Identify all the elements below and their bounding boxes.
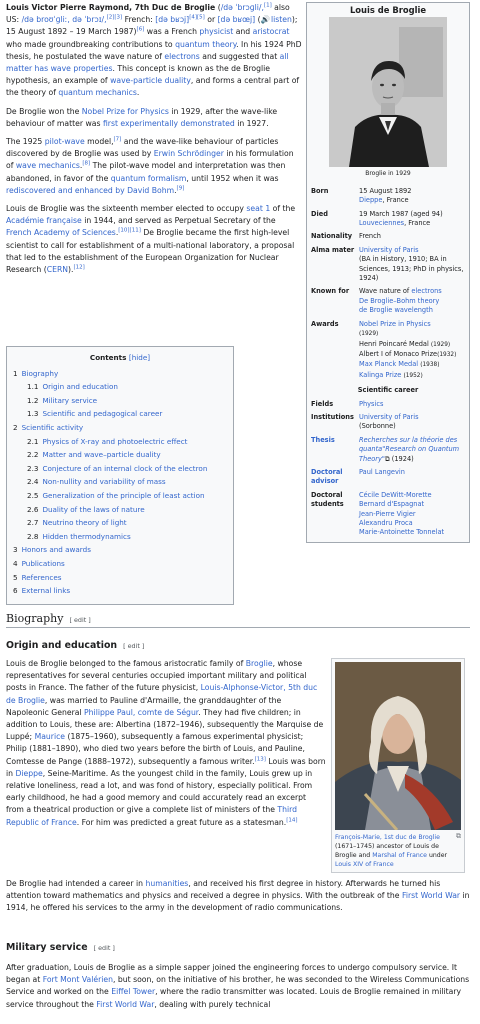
toc-item[interactable] [13, 407, 227, 421]
infobox-row-fields [307, 398, 469, 411]
lead-paragraph-3: The 1925 pilot-wave model,[7] and the wave-like behaviour of particles discovered by de Broglie was used by Erwin Schrödinger in his formulation of wave mechanics.[8] The pilot-wave model and interpretation was then abandoned, in favor of the quantum formalism, until 1952 when it was rediscovered and enhanced by David Bohm.[9] [6, 136, 294, 195]
ancestor-caption [335, 830, 461, 869]
toc-item-number: 1.3 [27, 409, 39, 419]
ref-link[interactable]: [10][11] [118, 227, 141, 234]
link-physicist[interactable]: physicist [199, 27, 234, 37]
link-kalinga-prize[interactable]: Kalinga Prize [359, 370, 402, 379]
origin-section-text-2 [6, 878, 472, 920]
or-label: or [207, 15, 216, 25]
ref-link[interactable]: [4][5] [189, 14, 205, 21]
text: . They had five children; in addition to Louis, these are: Albertina (1872–1946), subsequently the Marquise de Luppé; [6, 707, 324, 742]
heading-text: Military service [6, 942, 88, 953]
link-louveciennes[interactable]: Louveciennes [359, 219, 405, 228]
text: was a French [146, 27, 197, 37]
edit-link[interactable]: [ edit ] [69, 616, 91, 624]
link-physics[interactable]: Physics [359, 399, 384, 408]
toc-item[interactable] [13, 435, 227, 449]
award-year: (1938) [420, 362, 440, 369]
heading-text: Origin and education [6, 640, 118, 651]
ipa-us[interactable]: /də broʊˈɡliː, də ˈbrɔɪ/, [21, 15, 107, 25]
infobox-row-advisor [307, 466, 469, 489]
origin-section-text [6, 658, 326, 834]
lead-paragraph-2 [6, 106, 302, 130]
nationality-value: French [359, 232, 381, 241]
text: in his formulation of [6, 149, 294, 171]
external-link-icon: ⧉ [384, 454, 390, 463]
link-aristocrat[interactable]: aristocrat [252, 27, 290, 37]
infobox-row-known-for [307, 285, 469, 317]
link-de-broglie-bohm[interactable]: De Broglie–Bohm theory [359, 296, 440, 305]
text: After graduation, Louis de Broglie as a simple sapper joined the engineering forces to undergo compulsory service. It began at [6, 963, 457, 985]
text: of the [272, 204, 296, 214]
text: , whose representatives for several centuries occupied important military and political posts in France. The father of the future physicist, [6, 659, 307, 693]
subsection-heading-origin [6, 640, 144, 651]
toc-item[interactable] [13, 367, 227, 381]
link-philippe-paul[interactable]: Philippe Paul, comte de Ségur [84, 707, 199, 717]
link-paul-langevin[interactable]: Paul Langevin [359, 467, 405, 476]
text: model, [87, 137, 114, 147]
link-nobel-prize[interactable]: Nobel Prize for Physics [81, 106, 169, 116]
nationality-label: Nationality [311, 232, 353, 241]
subsection-heading-military [6, 942, 115, 953]
doctoral-advisor-label[interactable]: Doctoral advisor [311, 467, 343, 486]
infobox-row-awards [307, 318, 469, 383]
heading-text: Biography [6, 612, 64, 625]
known-for-label: Known for [311, 287, 350, 296]
text: , but soon, on the initiative of his brother, he was seconded to the Wireless Communications Service and worked on the [6, 975, 470, 997]
toc-item[interactable] [13, 394, 227, 408]
ref-link[interactable]: [1] [263, 2, 272, 9]
toc-item-label[interactable]: Military service [42, 395, 98, 405]
text: and suggested that [202, 51, 278, 61]
toc-item[interactable] [13, 462, 227, 476]
toc-title [13, 351, 227, 365]
toc-item[interactable] [13, 530, 227, 544]
toc-item-label[interactable]: Honors and awards [21, 545, 91, 555]
portrait-caption: Broglie in 1929 [365, 170, 411, 178]
text: , until 1952 when it was [186, 173, 279, 183]
ipa-french[interactable]: [də bʁɔj] [155, 15, 190, 25]
link-broglie-family[interactable]: Broglie [245, 659, 273, 668]
toc-item-label[interactable]: Neutrino theory of light [42, 518, 127, 528]
text: in 1929, after the wave-like behaviour of matter was [6, 106, 278, 128]
link-wave-mechanics[interactable]: wave mechanics [15, 161, 80, 171]
toc-hide-toggle[interactable]: [hide] [128, 353, 151, 362]
text: , Seine-Maritime. As the youngest child in the family, Louis grew up in relative loneliness, read a lot, and was fond of history, especially political. From early childhood, he had a good memory and could accurately read an excerpt from a theatrical production or give a complete list of ministers of the [6, 768, 313, 815]
toc-item-number: 1.1 [27, 382, 39, 392]
fields-label: Fields [311, 399, 334, 408]
text: De Broglie had intended a career in [6, 879, 144, 888]
link-thesis[interactable]: Recherches sur la théorie des quanta"Research on Quantum Theory" [359, 435, 460, 463]
link-seat-1[interactable]: seat 1 [246, 204, 271, 214]
link-nobel-prize[interactable]: Nobel Prize in Physics [359, 319, 431, 328]
text: , where the radio transmitter was located. Louis de Broglie remained in military service throughout the [6, 987, 462, 1009]
lead-paragraph-4: Louis de Broglie was the sixteenth member elected to occupy seat 1 of the Académie française in 1944, and served as Perpetual Secretary of the French Academy of Sciences.[10][11] De Broglie became the first high-level scientist to call for establishment of a multi-national laboratory, a proposal that led to the establishment of the European Organization for Nuclear Research (CERN).[12] [6, 204, 296, 275]
award-year: (1929) [430, 341, 451, 348]
link-academie-francaise[interactable]: Académie française [6, 216, 82, 226]
toc-item[interactable] [13, 503, 227, 517]
toc-item[interactable] [13, 571, 227, 585]
link-matter-wave[interactable]: all matter has wave properties [6, 51, 289, 74]
toc-item-label[interactable]: References [21, 572, 62, 582]
toc-item[interactable] [13, 584, 227, 598]
known-text: Wave nature of [359, 287, 410, 296]
born-date: 15 August 1892 [359, 186, 412, 195]
link-louis-xiv[interactable]: Louis XIV of France [335, 861, 394, 868]
toc-item[interactable] [13, 557, 227, 571]
student-link[interactable]: Cécile DeWitt-Morette [359, 490, 432, 499]
toc-item-label[interactable]: Hidden thermodynamics [42, 531, 131, 541]
infobox [306, 2, 470, 543]
ancestor-thumbnail [331, 658, 465, 873]
edit-link[interactable]: [ edit ] [123, 642, 145, 650]
alma-detail: (BA in History, 1910; BA in Sciences, 1913; PhD in physics, 1924) [359, 255, 464, 283]
ref-link[interactable]: [9] [176, 185, 185, 192]
alma-mater-label: Alma mater [311, 245, 355, 254]
subject-name: Louis Victor Pierre Raymond, 7th Duc de Broglie [6, 3, 216, 12]
enlarge-icon[interactable]: ⧉ [456, 832, 461, 840]
text: in 1927. [237, 118, 269, 128]
ancestor-portrait[interactable] [335, 662, 461, 830]
link-max-planck-medal[interactable]: Max Planck Medal [359, 360, 419, 369]
link-electrons[interactable]: electrons [411, 287, 442, 296]
toc-item-number: 2.6 [27, 504, 39, 514]
infobox-row-institutions [307, 411, 469, 434]
toc-item-label[interactable]: Scientific activity [21, 422, 84, 432]
toc-item-label[interactable]: External links [21, 586, 71, 596]
text: De Broglie won the [6, 106, 80, 116]
table-of-contents [6, 346, 234, 605]
origin-paragraph-2 [6, 878, 472, 915]
died-date: 19 March 1987 (aged 94) [359, 209, 443, 218]
text: De Broglie became the first high-level scientist to call for establishment of a multi-national laboratory, a proposal that led to the establishment of the European Organization for Nuclear Research ( [6, 228, 295, 275]
text: . [136, 88, 140, 98]
infobox-row-died [307, 208, 469, 231]
scientific-career-header: Scientific career [357, 386, 419, 395]
text: in 1914, he offered his services to the army in the development of radio communications. [6, 891, 470, 913]
link-maurice[interactable]: Maurice [34, 732, 66, 742]
link-first-world-war[interactable]: First World War [96, 999, 155, 1009]
award-year: (1932) [437, 351, 457, 358]
text: (1875–1960), subsequently a famous experimental physicist; Philip (1881–1890), who died two years before the birth of Louis, and Pauline, Comtesse de Pange (1888–1972), subsequently a famous writer. [6, 732, 305, 766]
ipa-french-alt[interactable]: [də bʁœj] [217, 15, 256, 25]
listen-link[interactable]: listen [270, 15, 292, 25]
toc-title-text: Contents [89, 353, 127, 362]
infobox-row-born [307, 185, 469, 208]
died-label: Died [311, 209, 328, 218]
link-academy-sciences[interactable]: French Academy of Sciences [6, 228, 116, 238]
toc-item[interactable] [13, 448, 227, 462]
section-heading-biography [6, 612, 470, 628]
thesis-year: (1924) [391, 454, 414, 463]
toc-item[interactable] [13, 489, 227, 503]
link-quantum-formalism[interactable]: quantum formalism [110, 173, 187, 183]
link-first-world-war[interactable]: First World War [402, 891, 461, 901]
link-pilot-wave[interactable]: pilot-wave [44, 137, 85, 147]
lead-paragraph-1: Louis Victor Pierre Raymond, 7th Duc de Broglie (/də ˈbrɔɡli/,[1] also US: /də broʊˈɡliː, də ˈbrɔɪ/,[2][3] French: [də bʁɔj][4][5] or [də bʁœj] (🔊 listen); 15 August 1892 – 19 March 1987)[6] was a French physicist and aristocrat who made groundbreaking contributions to quantum theory. In his 1924 PhD thesis, he postulated the wave nature of electrons and suggested that all matter has wave properties. This concept is known as the de Broglie hypothesis, an example of wave-particle duality, and forms a central part of the theory of quantum mechanics. [6, 2, 302, 98]
link-francois-marie[interactable]: François-Marie, 1st duc de Broglie [335, 834, 440, 841]
text: . In his 1924 PhD thesis, he postulated the wave nature of [6, 39, 302, 61]
student-link[interactable]: Jean-Pierre Vigier [359, 509, 416, 518]
award-year: (1952) [403, 372, 423, 379]
toc-item-number: 2.5 [27, 490, 39, 500]
toc-item-number: 4 [13, 558, 18, 568]
thesis-label[interactable]: Thesis [311, 435, 335, 444]
institution-detail: (Sorbonne) [359, 422, 396, 431]
text: ). [68, 265, 74, 275]
text: Louis de Broglie belonged to the famous aristocratic family of [6, 659, 244, 668]
life-dates: ; 15 August 1892 – 19 March 1987) [6, 15, 298, 37]
toc-item-label[interactable]: Origin and education [42, 382, 118, 392]
text: Louis was born in [6, 756, 326, 778]
ref-link[interactable]: [13] [254, 756, 266, 763]
ref-link[interactable]: [12] [73, 264, 85, 271]
ref-link[interactable]: [7] [113, 136, 122, 143]
born-label: Born [311, 186, 329, 195]
text: , and received his first degree in history. Afterwards he turned his attention toward mathematics and physics and received a degree in physics. With the outbreak of the [6, 879, 441, 901]
toc-item-label[interactable]: Biography [21, 368, 59, 378]
toc-item-number: 1 [13, 368, 18, 378]
toc-item-number: 3 [13, 545, 18, 555]
toc-item-number: 2.3 [27, 463, 39, 473]
link-schrodinger[interactable]: Erwin Schrödinger [153, 149, 224, 159]
ref-link[interactable]: [8] [82, 160, 91, 167]
infobox-row-students [307, 489, 469, 542]
institutions-label: Institutions [311, 412, 354, 421]
infobox-title: Louis de Broglie [349, 5, 427, 15]
toc-item[interactable] [13, 380, 227, 394]
text: . This concept is known as the de Broglie hypothesis, an example of [6, 64, 271, 86]
ref-link[interactable]: [14] [286, 817, 298, 824]
student-link[interactable]: Alexandru Proca [359, 519, 413, 527]
text: and the wave-like behaviour of particles discovered by de Broglie was used by [6, 137, 279, 159]
link-cern[interactable]: CERN [46, 265, 69, 275]
award-name: Henri Poincaré Medal [359, 339, 429, 348]
student-link[interactable]: Marie-Antoinette Tonnelat [359, 528, 445, 537]
lead-section [6, 2, 302, 282]
toc-item-label[interactable]: Non-nullity and variability of mass [42, 477, 166, 487]
toc-item-number: 6 [13, 586, 18, 596]
link-de-broglie-wavelength[interactable]: de Broglie wavelength [359, 306, 433, 315]
doctoral-students-label: Doctoral students [311, 490, 344, 509]
link-louis-alphonse[interactable]: Louis-Alphonse-Victor, 5th duc de Broglie [6, 683, 318, 705]
text: , was married to Pauline d'Armaille, the granddaughter of the Napoleonic General [6, 695, 282, 717]
toc-list [13, 367, 227, 598]
infobox-row-thesis [307, 434, 469, 466]
speaker-icon[interactable]: 🔊 [260, 15, 271, 25]
link-university-paris[interactable]: University of Paris [359, 245, 419, 254]
toc-item-label[interactable]: Publications [21, 558, 65, 568]
link-quantum-theory[interactable]: quantum theory [175, 39, 237, 49]
toc-item-number: 1.2 [27, 395, 39, 405]
ref-link[interactable]: [2][3] [106, 14, 123, 21]
toc-item[interactable] [13, 421, 227, 435]
born-country: , France [382, 196, 409, 205]
ref-link[interactable]: [6] [136, 26, 145, 33]
text: who made groundbreaking contributions to [6, 39, 173, 49]
link-davisson-germer[interactable]: first experimentally demonstrated [102, 118, 235, 128]
infobox-row-nationality [307, 230, 469, 243]
portrait-photo[interactable] [329, 17, 447, 167]
link-third-republic[interactable]: Third Republic of France [6, 805, 298, 827]
link-humanities[interactable]: humanities [145, 879, 189, 888]
link-university-paris[interactable]: University of Paris [359, 412, 419, 421]
award-year: (1929) [359, 331, 379, 338]
awards-label: Awards [311, 319, 339, 328]
toc-item-number: 2.7 [27, 518, 39, 528]
toc-item-number: 2.8 [27, 531, 39, 541]
military-paragraph-1 [6, 962, 472, 1011]
toc-item-label[interactable]: Conjecture of an internal clock of the electron [42, 463, 208, 473]
text: The 1925 [6, 137, 43, 147]
link-dieppe[interactable]: Dieppe [15, 768, 43, 778]
french-label: French: [124, 15, 153, 25]
toc-item[interactable] [13, 543, 227, 557]
text: The pilot-wave model and interpretation was then abandoned, in favor of the [6, 161, 286, 183]
award-name: Albert I of Monaco Prize [359, 349, 438, 358]
link-quantum-mechanics[interactable]: quantum mechanics [58, 88, 137, 98]
toc-item-label[interactable]: Scientific and pedagogical career [42, 409, 163, 419]
link-eiffel-tower[interactable]: Eiffel Tower [111, 987, 156, 997]
link-wave-particle-duality[interactable]: wave-particle duality [110, 76, 191, 86]
toc-item-label[interactable]: Physics of X-ray and photoelectric effect [42, 436, 188, 446]
text: in 1944, and served as Perpetual Secretary of the [84, 216, 276, 226]
toc-item[interactable] [13, 475, 227, 489]
link-fort-mont-valerien[interactable]: Fort Mont Valérien [42, 975, 113, 985]
also-us-label: also US: [6, 3, 290, 25]
text: , and forms a central part of the theory of [6, 76, 300, 98]
military-section-text [6, 962, 472, 1016]
infobox-row-alma-mater [307, 244, 469, 286]
toc-item-label[interactable]: Generalization of the principle of least action [42, 490, 205, 500]
died-country: , France [404, 219, 431, 228]
text: and [235, 27, 251, 37]
toc-item-number: 2 [13, 422, 18, 432]
ipa-english[interactable]: /də ˈbrɔɡli/, [220, 3, 264, 12]
toc-item-label[interactable]: Matter and wave–particle duality [42, 450, 161, 460]
text: Louis de Broglie was the sixteenth member elected to occupy [6, 204, 244, 214]
edit-link[interactable]: [ edit ] [93, 944, 115, 952]
origin-paragraph-1 [6, 658, 326, 829]
link-dieppe[interactable]: Dieppe [359, 196, 383, 205]
link-marshal-france[interactable]: Marshal of France [372, 852, 427, 859]
link-bohm[interactable]: rediscovered and enhanced by David Bohm [6, 185, 175, 195]
toc-item-number: 5 [13, 572, 18, 582]
text: , dealing with purely technical [154, 999, 271, 1009]
toc-item-number: 2.2 [27, 450, 39, 460]
text: (1671–1745) ancestor of Louis de Broglie and [335, 843, 439, 859]
toc-item[interactable] [13, 516, 227, 530]
student-link[interactable]: Bernard d'Espagnat [359, 500, 425, 509]
text: . For him was predicted a great future as a statesman. [76, 817, 287, 827]
link-electrons[interactable]: electrons [164, 51, 200, 61]
toc-item-number: 2.1 [27, 436, 39, 446]
text: under [428, 852, 448, 859]
toc-item-number: 2.4 [27, 477, 39, 487]
toc-item-label[interactable]: Duality of the laws of nature [42, 504, 145, 514]
